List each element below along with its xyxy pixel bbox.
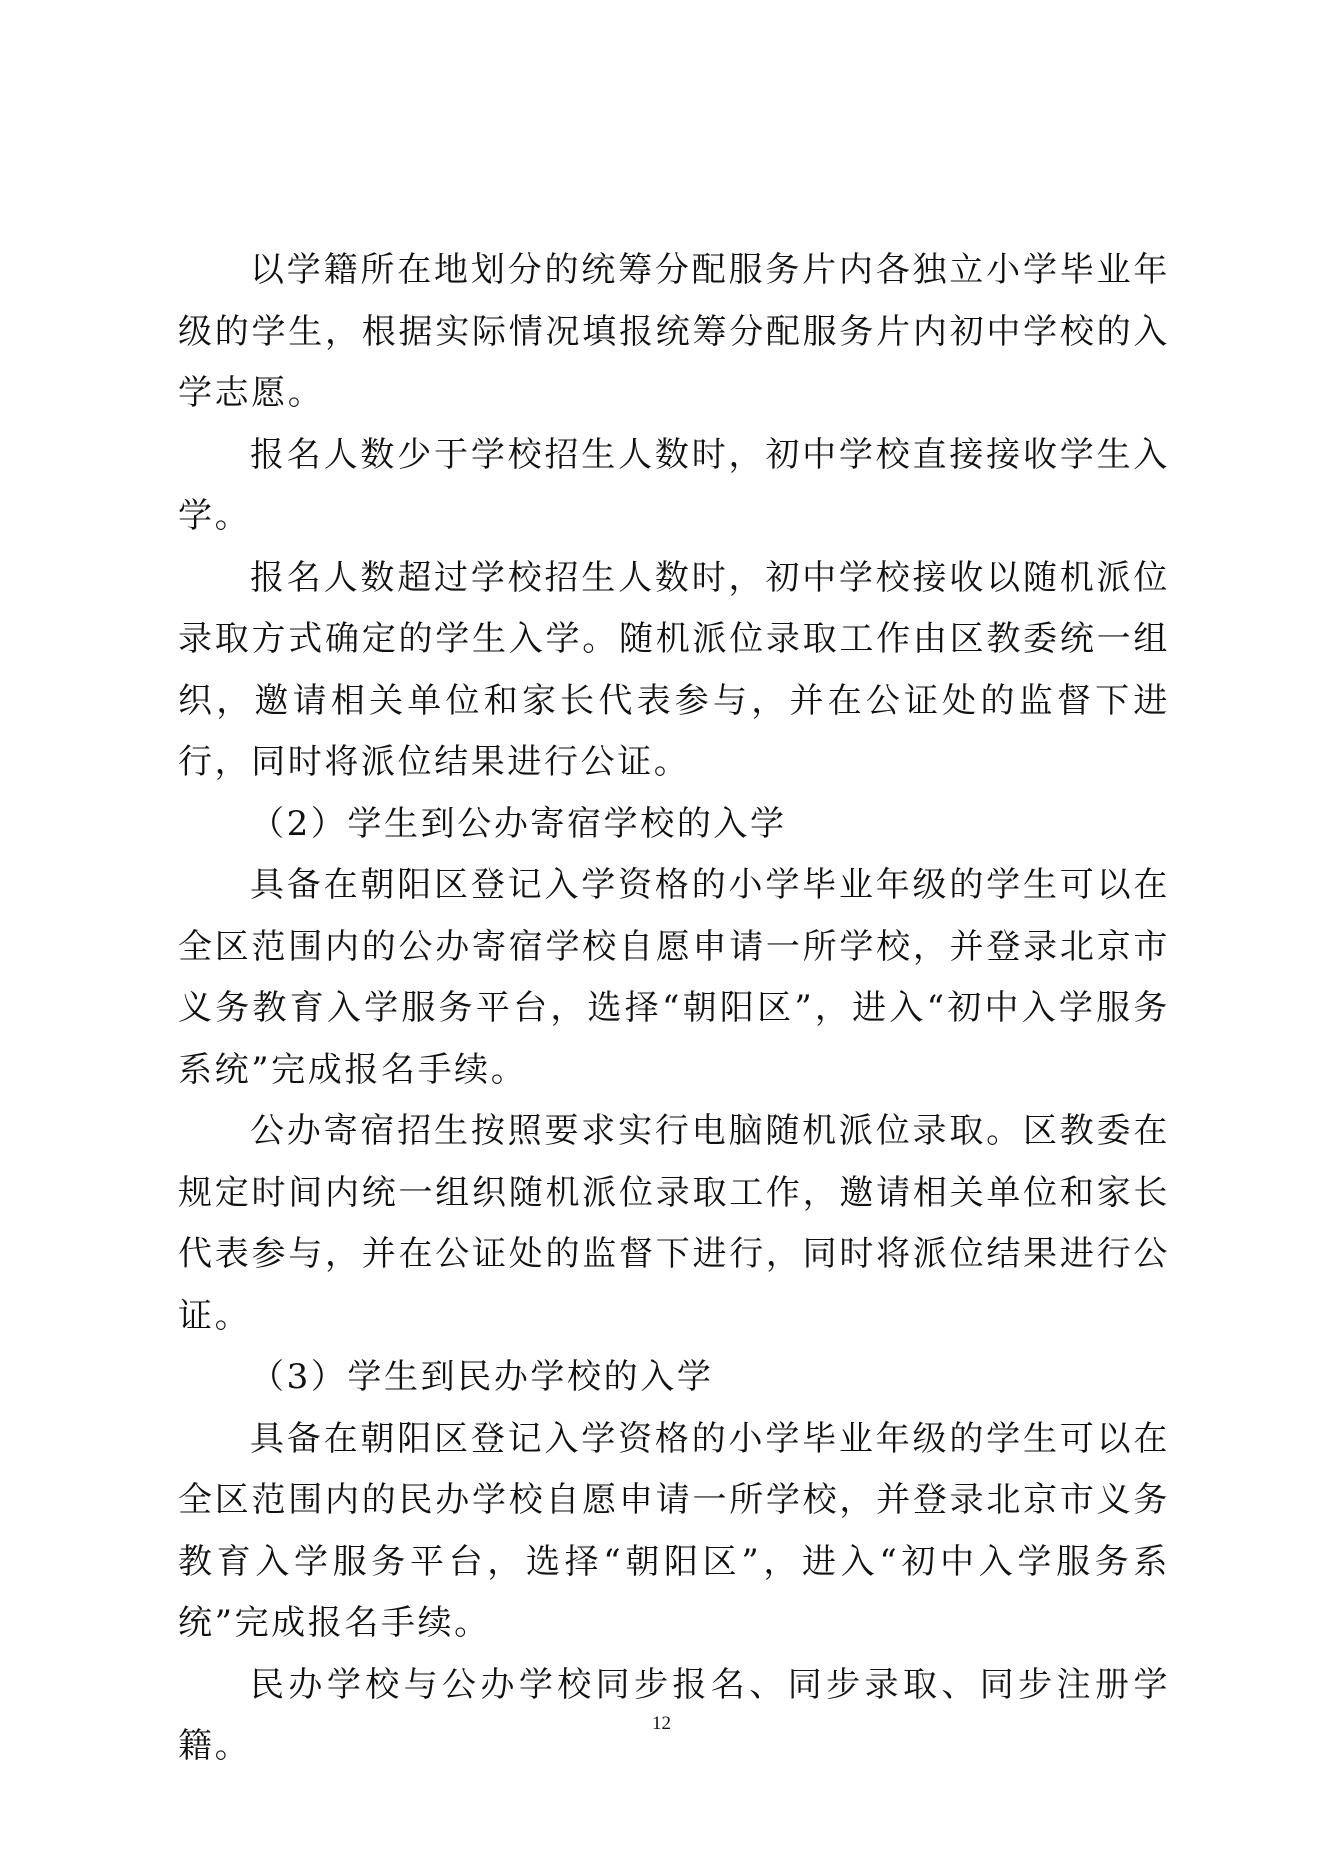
page-number: 12 xyxy=(652,1713,671,1734)
paragraph-public-boarding-lottery: 公办寄宿招生按照要求实行电脑随机派位录取。区教委在规定时间内统一组织随机派位录取工作，邀请相关单位和家长代表参与，并在公证处的监督下进行，同时将派位结果进行公证。 xyxy=(178,1111,1170,1336)
section-heading-private-schools: （3）学生到民办学校的入学 xyxy=(250,1357,714,1397)
paragraph-private-public-sync: 民办学校与公办学校同步报名、同步录取、同步注册学籍。 xyxy=(178,1664,1170,1766)
page-content xyxy=(178,240,1170,1778)
paragraph-over-capacity-lottery: 报名人数超过学校招生人数时，初中学校接收以随机派位录取方式确定的学生入学。随机派位录取工作由区教委统一组织，邀请相关单位和家长代表参与，并在公证处的监督下进行，同时将派位结果进行公证。 xyxy=(178,557,1170,782)
paragraph-public-boarding-application: 具备在朝阳区登记入学资格的小学毕业年级的学生可以在全区范围内的公办寄宿学校自愿申请一所学校，并登录北京市义务教育入学服务平台，选择“朝阳区”，进入“初中入学服务系统”完成报名手续。 xyxy=(178,865,1170,1090)
paragraph-assignment-by-zone: 以学籍所在地划分的统筹分配服务片内各独立小学毕业年级的学生，根据实际情况填报统筹分配服务片内初中学校的入学志愿。 xyxy=(178,250,1170,413)
paragraph-under-capacity: 报名人数少于学校招生人数时，初中学校直接接收学生入学。 xyxy=(178,434,1170,536)
section-heading-public-boarding: （2）学生到公办寄宿学校的入学 xyxy=(250,803,787,844)
paragraph-private-school-application: 具备在朝阳区登记入学资格的小学毕业年级的学生可以在全区范围内的民办学校自愿申请一所学校，并登录北京市义务教育入学服务平台，选择“朝阳区”，进入“初中入学服务系统”完成报名手续。 xyxy=(178,1418,1170,1643)
